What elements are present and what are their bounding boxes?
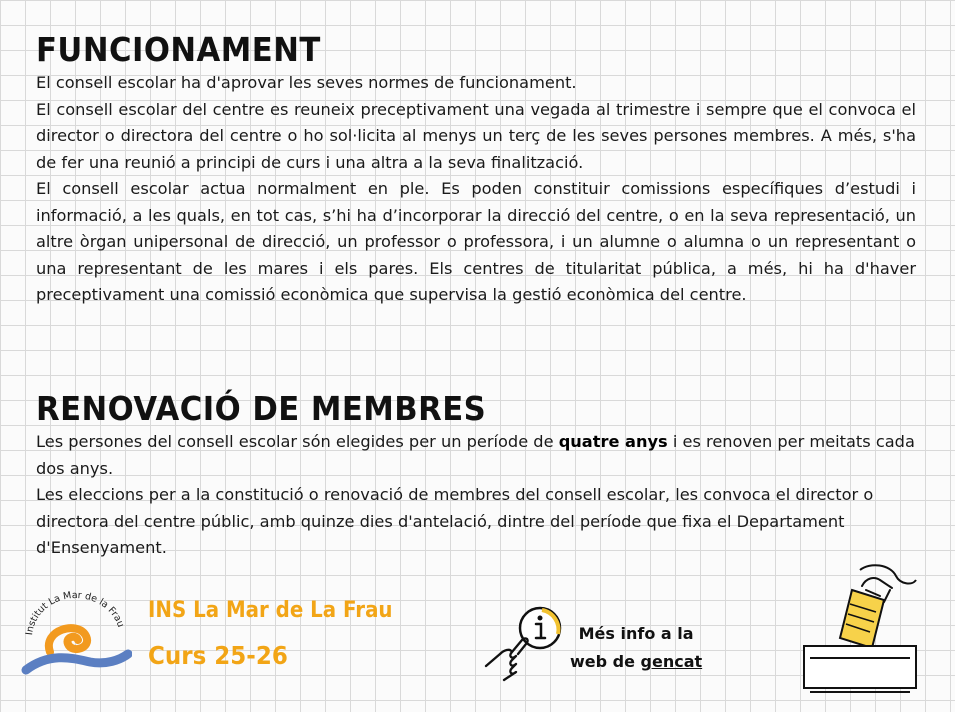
school-name: INS La Mar de La Frau: [148, 598, 393, 623]
periode-text-after: i es renoven per meitats cada dos anys.: [36, 432, 915, 478]
paragraph-normes: El consell escolar ha d'aprovar les seves normes de funcionament.: [36, 73, 577, 92]
info-line-1: Més info a la: [578, 624, 694, 643]
info-line-2[interactable]: [570, 648, 702, 676]
pointing-hand-info-icon: [482, 604, 564, 686]
gencat-link[interactable]: gencat: [640, 652, 703, 671]
heading-funcionament: FUNCIONAMENT: [36, 30, 321, 69]
info-line-2-prefix: web de: [570, 652, 641, 671]
section-funcionament: [36, 30, 916, 309]
periode-text-before: Les persones del consell escolar són elegides per un període de: [36, 432, 559, 451]
paragraph-comissions: El consell escolar actua normalment en ple. Es poden constituir comissions específiques d’estudi i informació, a les quals, en tot cas, s’hi ha d’incorporar la direcció del centre, o en la seva representació, un altre òrgan unipersonal de direcció, un professor o professora, i un alumne o alumna o un representant o una representant de les mares i els pares. Els centres de titularitat pública, a més, hi ha d'haver preceptivament una comissió econòmica que supervisa la gestió econòmica del centre.: [36, 179, 916, 304]
logo-wave-orange: [49, 628, 87, 652]
paragraph-periode: [36, 429, 916, 482]
gencat-info-link[interactable]: [570, 620, 702, 676]
heading-renovacio: RENOVACIÓ DE MEMBRES: [36, 389, 487, 428]
school-course: Curs 25-26: [148, 641, 288, 670]
school-logo: [20, 590, 132, 680]
school-logo-text: Institut La Mar de la Frau: [24, 590, 127, 636]
paragraph-reunions: El consell escolar del centre es reuneix preceptivament una vegada al trimestre i sempre que el convoca el director o directora del centre o ho sol·licita al menys un terç de les seves persones membres. A més, s'ha de fer una reunió a principi de curs i una altra a la seva finalització.: [36, 99, 916, 172]
periode-bold: quatre anys: [558, 432, 668, 451]
ballot-box-vote-icon: [800, 560, 920, 695]
logo-wave-blue: [26, 654, 128, 670]
paragraph-eleccions: Les eleccions per a la constitució o renovació de membres del consell escolar, les convoca el director o directora del centre públic, amb quinze dies d'antelació, dintre del període que fixa el Departament d'Ensenyament.: [36, 485, 874, 557]
school-info: [148, 596, 420, 674]
section-renovacio: [36, 389, 916, 562]
